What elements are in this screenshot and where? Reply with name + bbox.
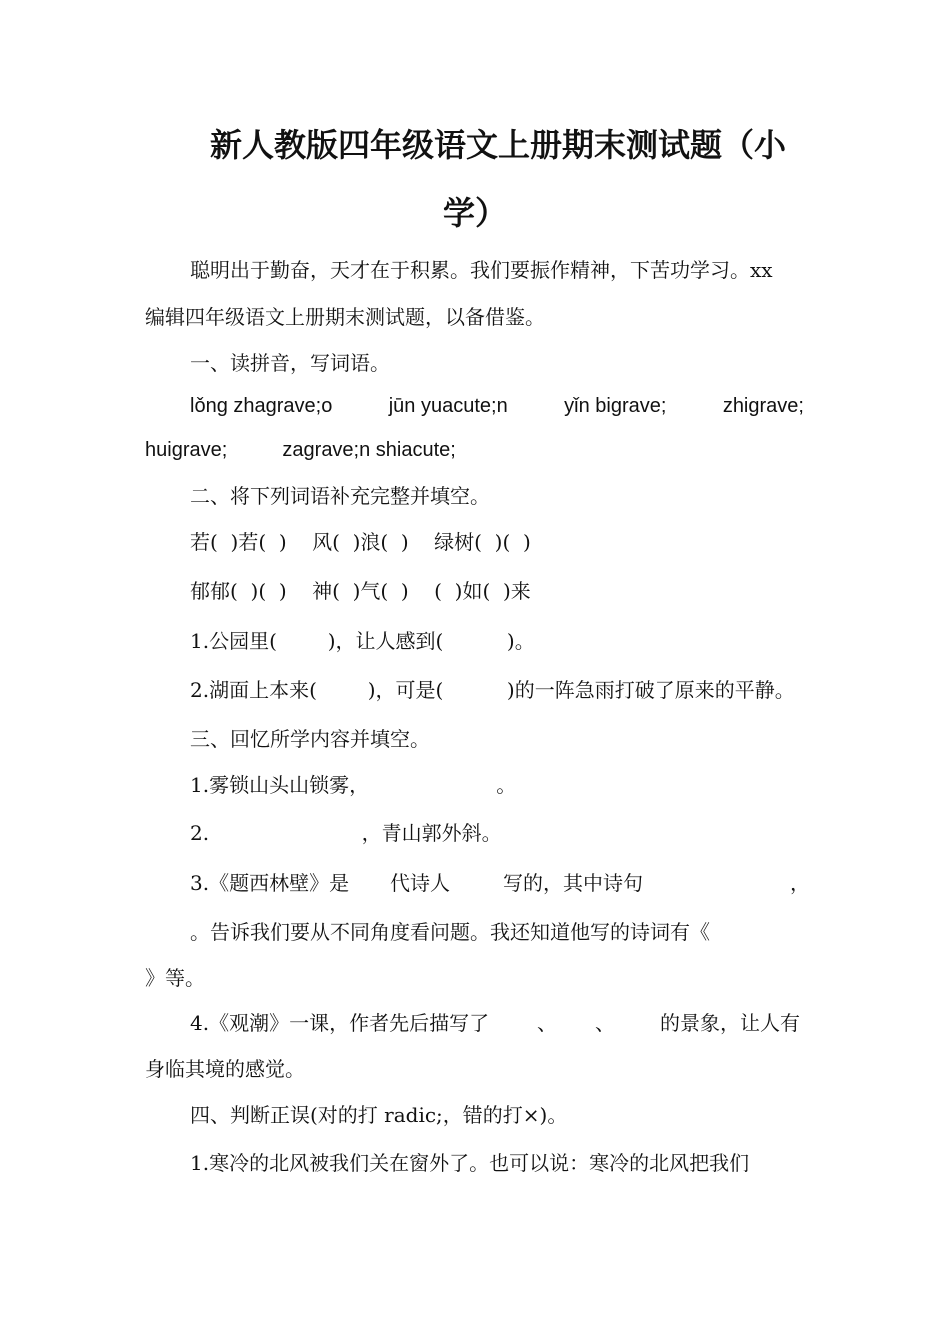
idiom-row-2: 郁郁( )( ) 神( )气( ) ( )如( )来 (190, 579, 531, 603)
pinyin-item: lǒng zhagrave;o (190, 395, 333, 417)
pinyin-item: zagrave;n shiacute; (282, 439, 456, 461)
recall-question-3-line-3: 》等。 (145, 966, 205, 990)
q4-part: 、 (595, 1011, 615, 1035)
section-4-heading: 四、判断正误(对的打 radic;，错的打×)。 (190, 1103, 568, 1127)
q4-part: 、 (537, 1011, 557, 1035)
pinyin-item: huigrave; (145, 439, 228, 461)
q4-part: 4.《观潮》一课，作者先后描写了 (190, 1011, 490, 1035)
recall-question-2: 2. ，青山郭外斜。 (190, 821, 502, 845)
intro-line-2: 编辑四年级语文上册期末测试题，以备借鉴。 (145, 305, 545, 329)
judge-question-1-line-1: 1.寒冷的北风被我们关在窗外了。也可以说：寒冷的北风把我们 (190, 1151, 750, 1175)
q4-part: 的景象，让人有 (660, 1011, 800, 1035)
recall-question-3-line-2: 。告诉我们要从不同角度看问题。我还知道他写的诗词有《 (190, 920, 710, 944)
pinyin-row-2 (145, 438, 456, 462)
q3-part: ， (790, 871, 810, 895)
pinyin-item: zhigrave; (722, 395, 804, 417)
q3-part: 写的，其中诗句 (503, 871, 643, 895)
title-line-1: 新人教版四年级语文上册期末测试题（小 (210, 126, 787, 164)
fill-question-2: 2.湖面上本来( )，可是( )的一阵急雨打破了原来的平静。 (190, 678, 795, 702)
title-line-2: 学） (443, 194, 508, 232)
q3-part: 3.《题西林壁》是 (190, 871, 350, 895)
pinyin-row-1 (190, 394, 804, 418)
pinyin-item: jūn yuacute;n (388, 395, 508, 417)
q3-part: 代诗人 (390, 871, 450, 895)
section-3-heading: 三、回忆所学内容并填空。 (190, 727, 430, 751)
fill-question-1: 1.公园里( )，让人感到( )。 (190, 629, 535, 653)
section-1-heading: 一、读拼音，写词语。 (190, 351, 390, 375)
recall-question-4-line-2: 身临其境的感觉。 (145, 1057, 305, 1081)
intro-line-1: 聪明出于勤奋，天才在于积累。我们要振作精神，下苦功学习。xx (190, 258, 773, 282)
idiom-row-1: 若( )若( ) 风( )浪( ) 绿树( )( ) (190, 530, 531, 554)
pinyin-item: yǐn bigrave; (564, 395, 667, 417)
section-2-heading: 二、将下列词语补充完整并填空。 (190, 484, 490, 508)
recall-question-1: 1.雾锁山头山锁雾， 。 (190, 773, 517, 797)
